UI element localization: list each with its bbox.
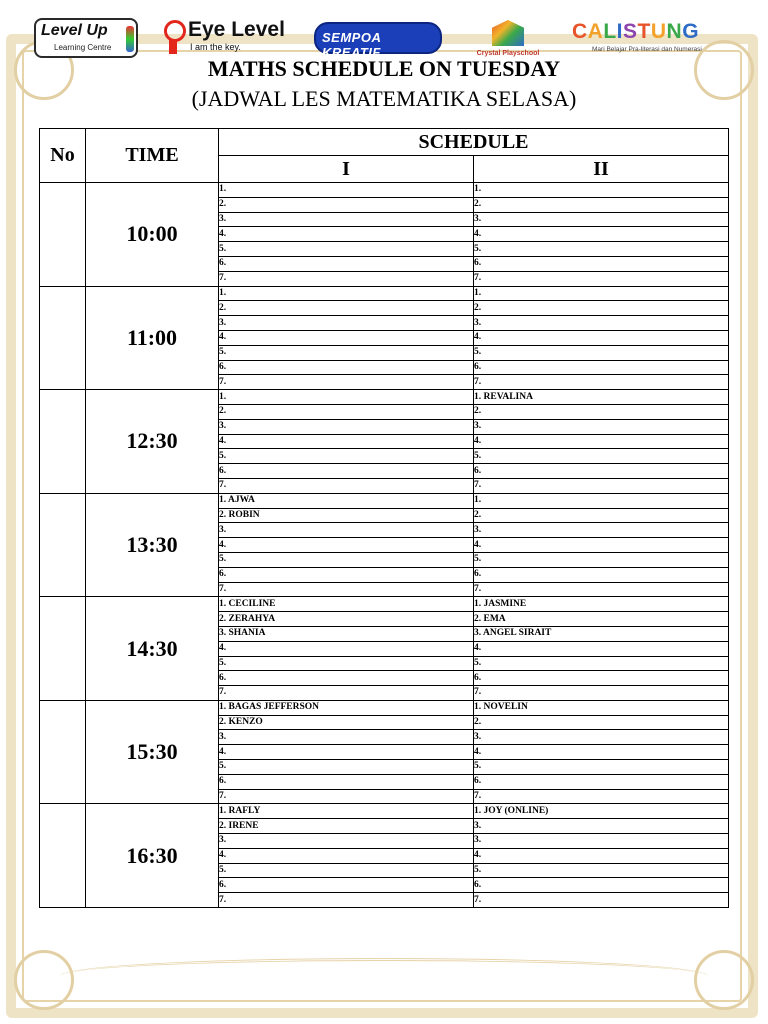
schedule-i-entry: 6. bbox=[219, 878, 474, 893]
schedule-i-entry: 7. bbox=[219, 893, 474, 908]
page-subtitle: (JADWAL LES MATEMATIKA SELASA) bbox=[191, 86, 577, 111]
row-number-cell bbox=[40, 493, 86, 597]
schedule-i-entry: 2. ZERAHYA bbox=[219, 612, 474, 627]
schedule-i-entry: 6. bbox=[219, 567, 474, 582]
schedule-i-entry: 6. bbox=[219, 360, 474, 375]
schedule-i-entry: 2. bbox=[219, 301, 474, 316]
crystal-logo-name: Crystal Playschool bbox=[476, 50, 540, 57]
table-row bbox=[40, 286, 729, 301]
table-row bbox=[40, 700, 729, 715]
time-slot: 12:30 bbox=[86, 390, 219, 494]
schedule-ii-entry: 3. bbox=[474, 523, 729, 538]
schedule-ii-entry: 6. bbox=[474, 567, 729, 582]
schedule-i-entry: 1. AJWA bbox=[219, 493, 474, 508]
schedule-ii-entry: 6. bbox=[474, 774, 729, 789]
schedule-ii-entry: 7. bbox=[474, 893, 729, 908]
schedule-i-entry: 2. ROBIN bbox=[219, 508, 474, 523]
schedule-i-entry: 3. bbox=[219, 212, 474, 227]
schedule-ii-entry: 2. bbox=[474, 508, 729, 523]
schedule-ii-entry: 5. bbox=[474, 449, 729, 464]
row-number-cell bbox=[40, 390, 86, 494]
schedule-ii-entry: 5. bbox=[474, 552, 729, 567]
schedule-i-entry: 7. bbox=[219, 375, 474, 390]
schedule-ii-entry: 3. bbox=[474, 212, 729, 227]
schedule-i-entry: 1. RAFLY bbox=[219, 804, 474, 819]
book-icon bbox=[492, 20, 524, 46]
schedule-ii-entry: 5. bbox=[474, 863, 729, 878]
schedule-i-entry: 4. bbox=[219, 538, 474, 553]
table-row bbox=[40, 493, 729, 508]
schedule-i-entry: 4. bbox=[219, 330, 474, 345]
schedule-i-entry: 5. bbox=[219, 863, 474, 878]
bottom-flourish bbox=[60, 958, 708, 994]
schedule-i-entry: 4. bbox=[219, 848, 474, 863]
schedule-i-entry: 6. bbox=[219, 774, 474, 789]
schedule-ii-entry: 7. bbox=[474, 686, 729, 701]
schedule-i-entry: 6. bbox=[219, 464, 474, 479]
schedule-ii-entry: 3. bbox=[474, 730, 729, 745]
schedule-ii-entry: 7. bbox=[474, 478, 729, 493]
schedule-i-entry: 3. SHANIA bbox=[219, 626, 474, 641]
schedule-i-entry: 6. bbox=[219, 671, 474, 686]
schedule-ii-entry: 4. bbox=[474, 745, 729, 760]
levelup-logo-tagline: Learning Centre bbox=[54, 43, 112, 52]
schedule-ii-entry: 6. bbox=[474, 878, 729, 893]
schedule-ii-entry: 4. bbox=[474, 848, 729, 863]
eyelevel-logo-name: Eye Level bbox=[188, 18, 285, 41]
schedule-i-entry: 5. bbox=[219, 760, 474, 775]
schedule-i-entry: 3. bbox=[219, 523, 474, 538]
time-slot: 15:30 bbox=[86, 700, 219, 804]
schedule-ii-entry: 3. bbox=[474, 834, 729, 849]
schedule-ii-entry: 6. bbox=[474, 671, 729, 686]
schedule-ii-entry: 7. bbox=[474, 789, 729, 804]
schedule-ii-entry: 5. bbox=[474, 656, 729, 671]
row-number-cell bbox=[40, 804, 86, 908]
calistung-logo-tagline: Mari Belajar Pra-literasi dan Numerasi bbox=[592, 46, 702, 53]
schedule-i-entry: 5. bbox=[219, 345, 474, 360]
schedule-i-entry: 7. bbox=[219, 686, 474, 701]
schedule-ii-entry: 6. bbox=[474, 256, 729, 271]
schedule-i-entry: 7. bbox=[219, 789, 474, 804]
schedule-ii-entry: 1. JOY (ONLINE) bbox=[474, 804, 729, 819]
schedule-ii-entry: 2. bbox=[474, 715, 729, 730]
schedule-i-entry: 5. bbox=[219, 552, 474, 567]
calistung-logo-name: CALISTUNG bbox=[572, 20, 700, 43]
header-schedule: SCHEDULE bbox=[219, 129, 729, 156]
schedule-ii-entry: 6. bbox=[474, 464, 729, 479]
schedule-i-entry: 2. KENZO bbox=[219, 715, 474, 730]
schedule-ii-entry: 3. ANGEL SIRAIT bbox=[474, 626, 729, 641]
schedule-i-entry: 5. bbox=[219, 656, 474, 671]
schedule-i-entry: 4. bbox=[219, 434, 474, 449]
schedule-body bbox=[40, 183, 729, 908]
schedule-ii-entry: 4. bbox=[474, 538, 729, 553]
schedule-i-entry: 6. bbox=[219, 256, 474, 271]
schedule-ii-entry: 5. bbox=[474, 242, 729, 257]
row-number-cell bbox=[40, 286, 86, 390]
time-slot: 14:30 bbox=[86, 597, 219, 701]
row-number-cell bbox=[40, 597, 86, 701]
schedule-ii-entry: 1. bbox=[474, 183, 729, 198]
schedule-ii-entry: 4. bbox=[474, 641, 729, 656]
schedule-i-entry: 1. bbox=[219, 286, 474, 301]
schedule-ii-entry: 4. bbox=[474, 434, 729, 449]
time-slot: 10:00 bbox=[86, 183, 219, 287]
schedule-i-entry: 3. bbox=[219, 316, 474, 331]
schedule-ii-entry: 2. bbox=[474, 404, 729, 419]
schedule-ii-entry: 3. bbox=[474, 419, 729, 434]
schedule-ii-entry: 1. REVALINA bbox=[474, 390, 729, 405]
levelup-logo bbox=[34, 18, 138, 58]
schedule-i-entry: 7. bbox=[219, 582, 474, 597]
schedule-i-entry: 4. bbox=[219, 745, 474, 760]
schedule-ii-entry: 7. bbox=[474, 582, 729, 597]
schedule-i-entry: 7. bbox=[219, 271, 474, 286]
table-row bbox=[40, 597, 729, 612]
schedule-ii-entry: 5. bbox=[474, 760, 729, 775]
header-column-ii: II bbox=[474, 156, 729, 183]
schedule-i-entry: 4. bbox=[219, 227, 474, 242]
schedule-ii-entry: 7. bbox=[474, 271, 729, 286]
schedule-i-entry: 3. bbox=[219, 730, 474, 745]
schedule-ii-entry: 1. NOVELIN bbox=[474, 700, 729, 715]
schedule-i-entry: 1. bbox=[219, 183, 474, 198]
schedule-i-entry: 4. bbox=[219, 641, 474, 656]
schedule-ii-entry: 2. bbox=[474, 301, 729, 316]
page-title: MATHS SCHEDULE ON TUESDAY bbox=[207, 56, 561, 81]
schedule-ii-entry: 7. bbox=[474, 375, 729, 390]
schedule-i-entry: 2. bbox=[219, 404, 474, 419]
levelup-logo-name: Level Up bbox=[41, 22, 108, 39]
schedule-ii-entry: 1. JASMINE bbox=[474, 597, 729, 612]
eyelevel-logo-tagline: I am the key. bbox=[190, 42, 241, 52]
schedule-i-entry: 5. bbox=[219, 242, 474, 257]
row-number-cell bbox=[40, 183, 86, 287]
header-time: TIME bbox=[86, 129, 219, 183]
header-column-i: I bbox=[219, 156, 474, 183]
schedule-i-entry: 3. bbox=[219, 419, 474, 434]
schedule-i-entry: 5. bbox=[219, 449, 474, 464]
schedule-i-entry: 3. bbox=[219, 834, 474, 849]
time-slot: 11:00 bbox=[86, 286, 219, 390]
time-slot: 13:30 bbox=[86, 493, 219, 597]
schedule-ii-entry: 3. bbox=[474, 819, 729, 834]
row-number-cell bbox=[40, 700, 86, 804]
schedule-ii-entry: 2. EMA bbox=[474, 612, 729, 627]
schedule-ii-entry: 4. bbox=[474, 227, 729, 242]
schedule-ii-entry: 6. bbox=[474, 360, 729, 375]
time-slot: 16:30 bbox=[86, 804, 219, 908]
schedule-ii-entry: 4. bbox=[474, 330, 729, 345]
eyelevel-key-icon bbox=[164, 20, 186, 42]
schedule-ii-entry: 1. bbox=[474, 493, 729, 508]
table-row bbox=[40, 183, 729, 198]
schedule-i-entry: 7. bbox=[219, 478, 474, 493]
table-row bbox=[40, 804, 729, 819]
schedule-ii-entry: 2. bbox=[474, 197, 729, 212]
schedule-i-entry: 1. bbox=[219, 390, 474, 405]
schedule-ii-entry: 5. bbox=[474, 345, 729, 360]
schedule-i-entry: 2. IRENE bbox=[219, 819, 474, 834]
schedule-ii-entry: 1. bbox=[474, 286, 729, 301]
schedule-ii-entry: 3. bbox=[474, 316, 729, 331]
schedule-i-entry: 2. bbox=[219, 197, 474, 212]
header-no: No bbox=[40, 129, 86, 183]
schedule-table bbox=[39, 128, 729, 908]
schedule-i-entry: 1. CECILINE bbox=[219, 597, 474, 612]
logo-strip bbox=[0, 8, 768, 60]
levelup-arrow-icon bbox=[126, 26, 134, 52]
sempoa-kreatif-logo bbox=[314, 22, 442, 60]
table-row bbox=[40, 390, 729, 405]
schedule-i-entry: 1. BAGAS JEFFERSON bbox=[219, 700, 474, 715]
sempoa-logo-name: SEMPOA KREATIF bbox=[322, 30, 381, 60]
